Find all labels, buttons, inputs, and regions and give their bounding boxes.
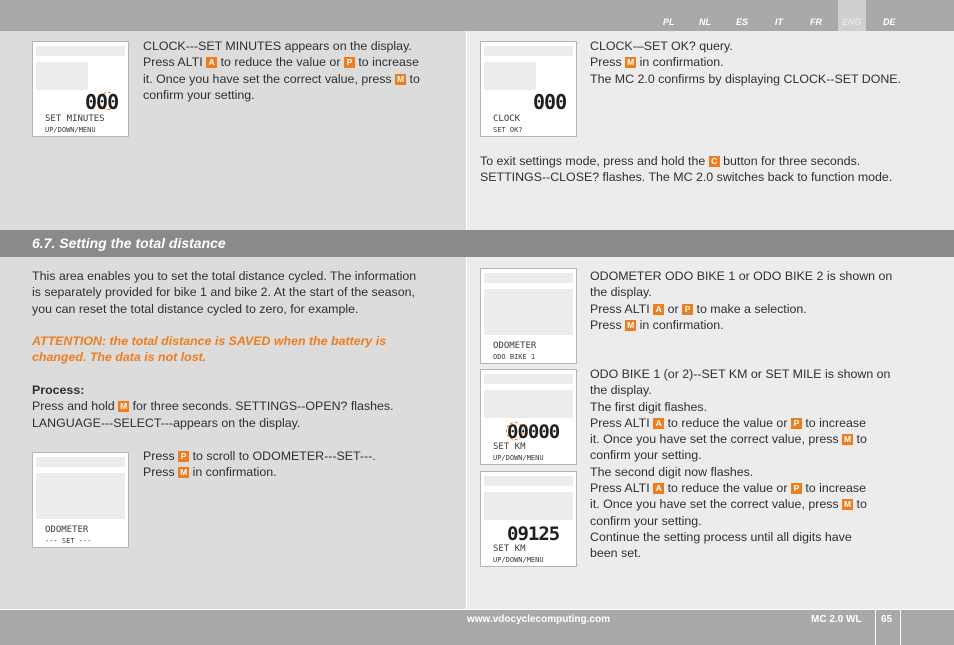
- footer-separator: [900, 610, 901, 645]
- lang-tab-de[interactable]: DE: [883, 17, 896, 27]
- key-m-icon: M: [627, 57, 635, 68]
- key-p-icon: P: [178, 451, 189, 462]
- lcd-odo-bike: ODOMETER ODO BIKE 1: [480, 268, 577, 364]
- column-divider: [466, 31, 467, 230]
- footer-model: MC 2.0 WL: [811, 614, 862, 625]
- lcd-set-km-value: 09125 SET KM UP/DOWN/MENU: [480, 471, 577, 567]
- lcd-set-minutes: 000 SET MINUTES UP/DOWN/MENU: [32, 41, 129, 137]
- lcd-set-km-zero: 00000 SET KM UP/DOWN/MENU: [480, 369, 577, 465]
- key-a-icon: A: [653, 483, 664, 494]
- attention-note: ATTENTION: the total distance is SAVED when the battery is changed. The data is not lost.: [32, 334, 387, 365]
- text-block: To exit settings mode, press and hold the C button for three seconds. SETTINGS--CLOSE? flashes. The MC 2.0 switches back to function mode.: [480, 154, 893, 185]
- text-block: CLOCK---SET MINUTES appears on the display. Press ALTI A to reduce the value or P to increase it. Once you have set the correct value, press M to confirm your setting.: [143, 39, 420, 102]
- section-title: 6.7. Setting the total distance: [32, 235, 226, 251]
- key-c-icon: C: [709, 156, 720, 167]
- footer-separator: [875, 610, 876, 645]
- footer-url[interactable]: www.vdocyclecomputing.com: [467, 614, 610, 625]
- text-block: CLOCK-–SET OK? query. Press M in confirmation. The MC 2.0 confirms by displaying CLOCK--SET DONE.: [590, 39, 902, 86]
- key-a-icon: A: [206, 57, 217, 68]
- section-header: [0, 230, 954, 257]
- page-number: 65: [881, 614, 893, 625]
- key-m-icon: M: [120, 401, 128, 412]
- text-block: ODOMETER ODO BIKE 1 or ODO BIKE 2 is shown on the display. Press ALTI A or P to make a selection. Press M in confirmation.: [590, 269, 893, 332]
- lang-tab-fr[interactable]: FR: [810, 17, 822, 27]
- key-a-icon: A: [653, 418, 664, 429]
- key-m-icon: M: [844, 434, 852, 445]
- text-block: Press P to scroll to ODOMETER---SET---. Press M in confirmation.: [143, 449, 376, 480]
- key-a-icon: A: [653, 304, 664, 315]
- key-m-icon: M: [180, 467, 188, 478]
- lang-tab-es[interactable]: ES: [736, 17, 749, 27]
- key-m-icon: M: [397, 73, 405, 84]
- key-p-icon: P: [791, 483, 802, 494]
- lang-tab-eng[interactable]: ENG: [842, 17, 862, 27]
- text-block: ODO BIKE 1 (or 2)--SET KM or SET MILE is shown on the display. The first digit flashes. Press ALTI A to reduce the value or P to increase it. Once you have set the correct value, press M to confirm your setting. The second digit now flashes. Press ALTI A to reduce the value or P to increase it. Once you have set the correct value, press M to confirm your setting. Continue the setting process until all digits have been set.: [590, 367, 891, 561]
- process-block: Process: Press and hold M for three seconds. SETTINGS--OPEN? flashes. LANGUAGE---SELECT---appears on the display.: [32, 383, 394, 430]
- key-p-icon: P: [344, 57, 355, 68]
- intro-paragraph: This area enables you to set the total distance cycled. The information is separately provided for bike 1 and bike 2. At the start of the season, you can reset the total distance cycled to zero, for example.: [32, 269, 417, 316]
- key-m-icon: M: [844, 499, 852, 510]
- key-p-icon: P: [682, 304, 693, 315]
- lang-tab-it[interactable]: IT: [775, 17, 783, 27]
- lang-tab-pl[interactable]: PL: [663, 17, 675, 27]
- lcd-odometer-set: ODOMETER --- SET ---: [32, 452, 129, 548]
- key-m-icon: M: [627, 319, 635, 330]
- key-p-icon: P: [791, 418, 802, 429]
- column-divider: [466, 257, 467, 609]
- process-heading: Process:: [32, 383, 85, 397]
- lang-tab-nl[interactable]: NL: [699, 17, 711, 27]
- lcd-clock-set-ok: 000 CLOCK SET OK?: [480, 41, 577, 137]
